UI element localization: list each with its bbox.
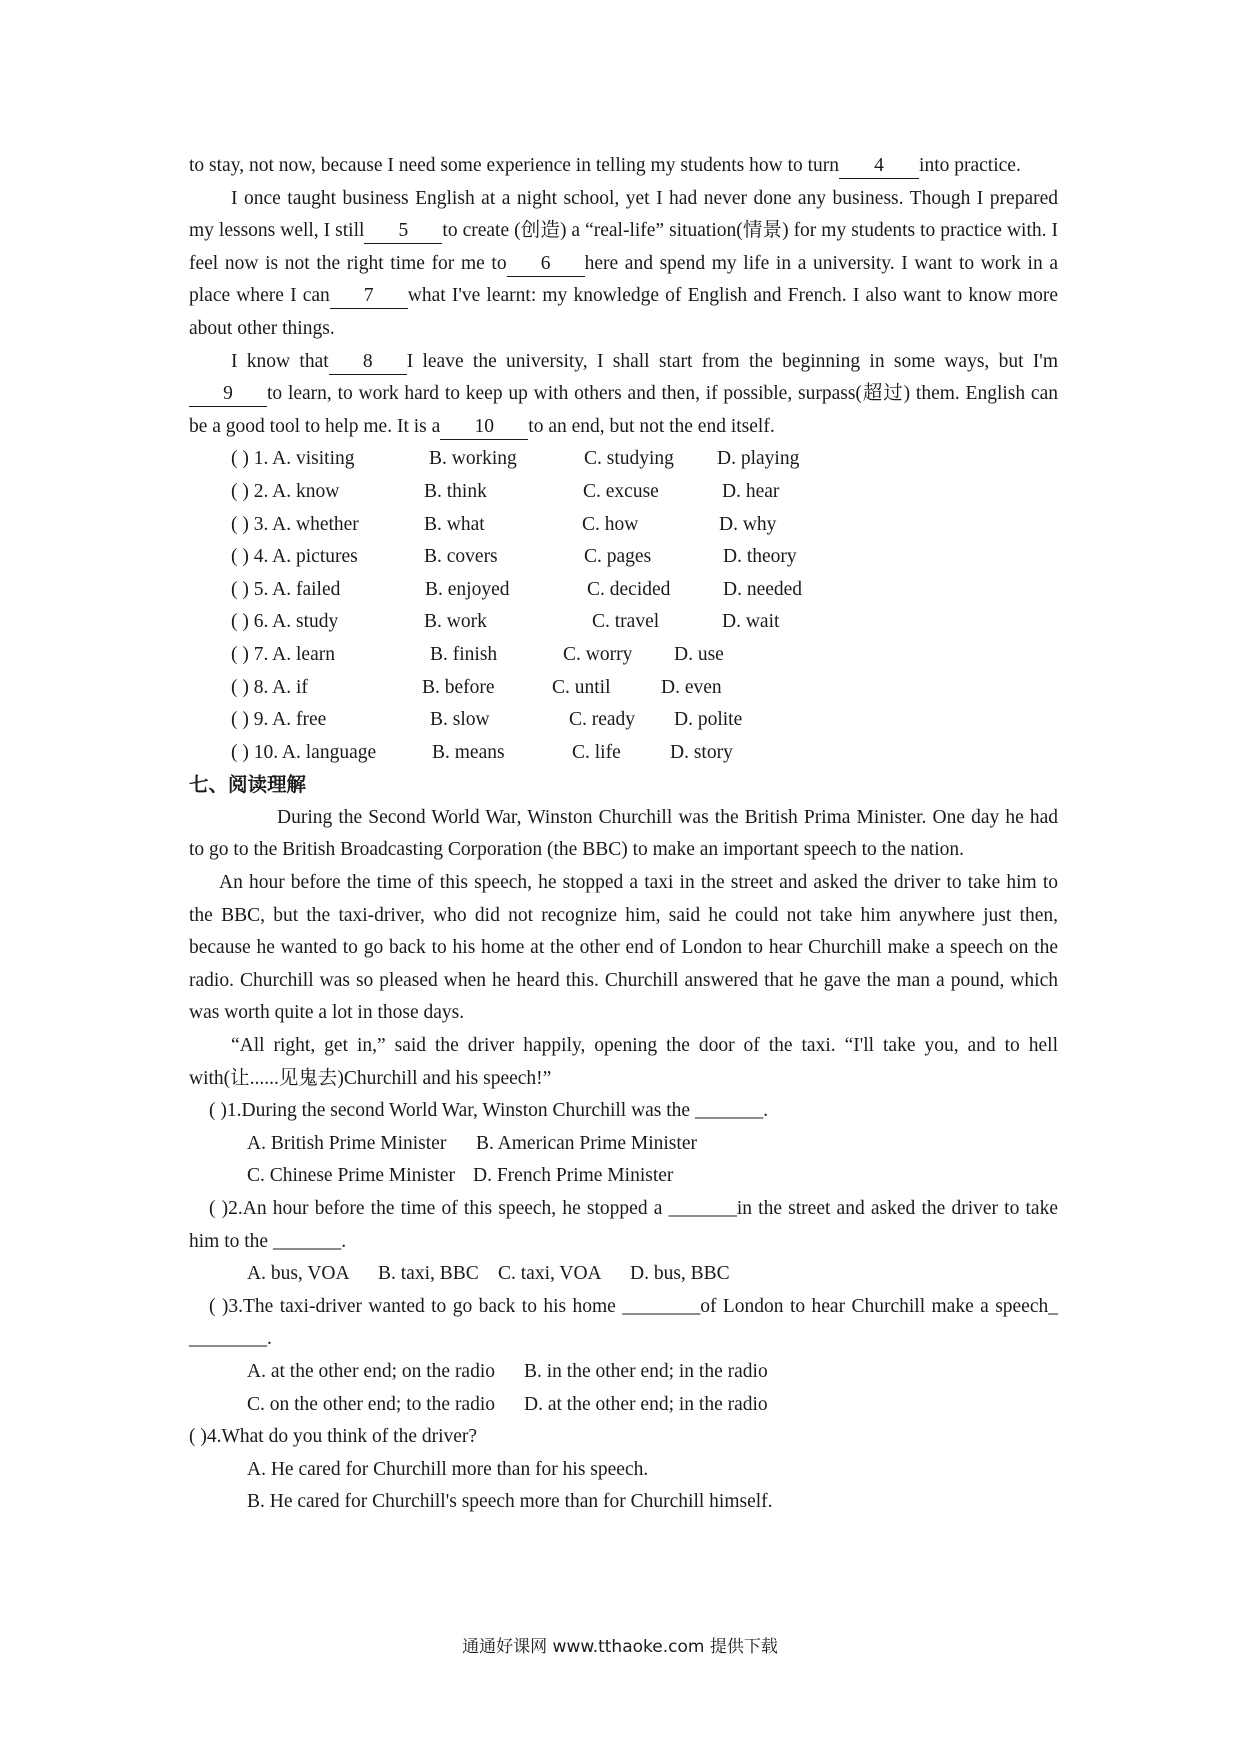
option-b: B. slow — [430, 709, 490, 731]
blank-6: 6 — [507, 252, 585, 277]
page-footer: 通通好课网 www.tthaoke.com 提供下载 — [462, 1637, 778, 1657]
cloze-paragraph-3 — [189, 346, 1058, 444]
option-d: D. theory — [723, 546, 797, 568]
question-1-choices-row — [189, 1160, 1058, 1193]
option-d: D. even — [661, 676, 722, 698]
cloze-paragraph-1 — [189, 150, 1058, 183]
blank-7: 7 — [330, 284, 408, 309]
option-a: ( ) 7. A. learn — [231, 643, 335, 665]
option-a: ( ) 4. A. pictures — [231, 546, 358, 568]
choice-b: B. in the other end; in the radio — [524, 1360, 768, 1382]
worksheet-page — [189, 150, 1058, 1519]
reading-paragraph-1: During the Second World War, Winston Churchill was the British Prima Minister. One day he had to go to the British Broadcasting Corporation (the BBC) to make an important speech to the nation. — [189, 806, 1058, 861]
option-b: B. covers — [424, 546, 498, 568]
option-row — [189, 476, 1058, 509]
option-a: ( ) 5. A. failed — [231, 578, 341, 600]
option-c: C. ready — [569, 709, 636, 731]
option-c: C. life — [572, 741, 621, 763]
question-1-choices-row — [189, 1128, 1058, 1161]
option-row — [189, 639, 1058, 672]
option-row — [189, 509, 1058, 542]
option-c: C. how — [582, 513, 639, 535]
option-row — [189, 704, 1058, 737]
option-a: ( ) 1. A. visiting — [231, 448, 355, 470]
option-row — [189, 737, 1058, 770]
cloze-text: to create (创造) a “real-life” situation(情景) for my students to practice with. I feel now is not the right time for me to — [189, 220, 1058, 274]
option-a: ( ) 6. A. study — [231, 611, 339, 633]
question-2-choices-row — [189, 1258, 1058, 1291]
option-d: D. needed — [723, 578, 803, 600]
option-a: ( ) 8. A. if — [231, 676, 308, 698]
question-2-stem: ( )2.An hour before the time of this speech, he stopped a _______in the street and asked the driver to take him to the _______. — [189, 1198, 1058, 1252]
option-d: D. polite — [674, 709, 743, 731]
option-d: D. why — [719, 513, 777, 535]
option-d: D. use — [674, 643, 724, 665]
choice-a: A. He cared for Churchill more than for his speech. — [247, 1458, 649, 1480]
blank-8: 8 — [329, 350, 407, 375]
choice-c: C. on the other end; to the radio — [247, 1393, 496, 1415]
option-a: ( ) 3. A. whether — [231, 513, 359, 535]
blank-4: 4 — [839, 154, 919, 179]
option-row — [189, 574, 1058, 607]
option-b: B. think — [424, 480, 487, 502]
cloze-text: I know that — [231, 350, 329, 372]
cloze-text: I leave the university, I shall start from the beginning in some ways, but I'm — [406, 350, 1058, 372]
option-c: C. decided — [587, 578, 671, 600]
blank-10: 10 — [440, 415, 528, 440]
question-4-stem: ( )4.What do you think of the driver? — [189, 1426, 478, 1448]
choice-b: B. He cared for Churchill's speech more than for Churchill himself. — [247, 1491, 773, 1513]
option-b: B. work — [424, 611, 487, 633]
option-c: C. excuse — [583, 480, 659, 502]
option-b: B. enjoyed — [425, 578, 510, 600]
cloze-options — [189, 443, 1058, 769]
option-row — [189, 606, 1058, 639]
option-a: ( ) 9. A. free — [231, 709, 327, 731]
choice-c: C. Chinese Prime Minister — [247, 1165, 455, 1187]
option-d: D. wait — [722, 611, 780, 633]
choice-d: D. bus, BBC — [630, 1263, 730, 1285]
choice-d: D. French Prime Minister — [473, 1165, 674, 1187]
option-c: C. studying — [584, 448, 674, 470]
option-b: B. working — [429, 448, 517, 470]
option-row — [189, 672, 1058, 705]
cloze-text: to an end, but not the end itself. — [528, 415, 775, 437]
question-3-stem: ( )3.The taxi-driver wanted to go back to his home ________of London to hear Churchill make a speech_ ________. — [189, 1295, 1058, 1350]
question-3-choices-row — [189, 1356, 1058, 1389]
option-b: B. finish — [430, 643, 498, 665]
choice-a: A. at the other end; on the radio — [247, 1360, 496, 1382]
option-b: B. means — [432, 741, 505, 763]
cloze-text: into practice. — [919, 155, 1021, 176]
cloze-text: here and spend my life in a university. I want to work in a place where I can — [189, 252, 1058, 307]
question-1-stem: ( )1.During the second World War, Winston Churchill was the _______. — [209, 1100, 769, 1122]
option-row — [189, 443, 1058, 476]
question-3-choices-row — [189, 1389, 1058, 1422]
choice-b: B. American Prime Minister — [476, 1132, 697, 1154]
option-row — [189, 541, 1058, 574]
option-d: D. story — [670, 741, 733, 763]
blank-9: 9 — [189, 382, 267, 407]
question-4-choices-row — [189, 1454, 1058, 1487]
cloze-text: what I've learnt: my knowledge of English and French. I also want to know more about other things. — [189, 285, 1058, 339]
reading-paragraph-2: An hour before the time of this speech, he stopped a taxi in the street and asked the driver to take him to the BBC, but the taxi-driver, who did not recognize him, said he could not take him anywhere just then, because he wanted to go back to his home at the other end of London to hear Churchill make a speech on the radio. Churchill was so pleased when he heard this. Churchill answered that he gave the man a pound, which was worth quite a lot in those days. — [189, 872, 1058, 1024]
section-heading: 七、阅读理解 — [189, 773, 307, 797]
cloze-text: to learn, to work hard to keep up with others and then, if possible, surpass(超过) them. English can be a good tool to help me. It is a — [189, 383, 1058, 437]
blank-5: 5 — [364, 219, 442, 244]
choice-b: B. taxi, BBC — [378, 1263, 479, 1285]
choice-a: A. British Prime Minister — [247, 1132, 447, 1154]
choice-c: C. taxi, VOA — [498, 1263, 602, 1285]
question-4-choices-row — [189, 1486, 1058, 1519]
reading-paragraph-3: “All right, get in,” said the driver happily, opening the door of the taxi. “I'll take you, and to hell with(让......见鬼去)Churchill and his speech!” — [189, 1035, 1058, 1089]
option-a: ( ) 2. A. know — [231, 480, 340, 502]
cloze-text: I once taught business English at a night school, yet I had never done any business. Though I prepared my lessons well, I still — [189, 187, 1058, 242]
option-d: D. hear — [722, 480, 780, 502]
cloze-text: to stay, not now, because I need some experience in telling my students how to turn — [189, 155, 840, 176]
option-c: C. travel — [592, 611, 660, 633]
cloze-paragraph-2 — [189, 183, 1058, 346]
choice-d: D. at the other end; in the radio — [524, 1393, 768, 1415]
choice-a: A. bus, VOA — [247, 1263, 350, 1285]
option-d: D. playing — [717, 448, 800, 470]
option-b: B. before — [422, 676, 495, 698]
option-a: ( ) 10. A. language — [231, 741, 377, 763]
option-c: C. until — [552, 676, 611, 698]
option-c: C. worry — [563, 643, 633, 665]
option-b: B. what — [424, 513, 485, 535]
option-c: C. pages — [584, 546, 652, 568]
